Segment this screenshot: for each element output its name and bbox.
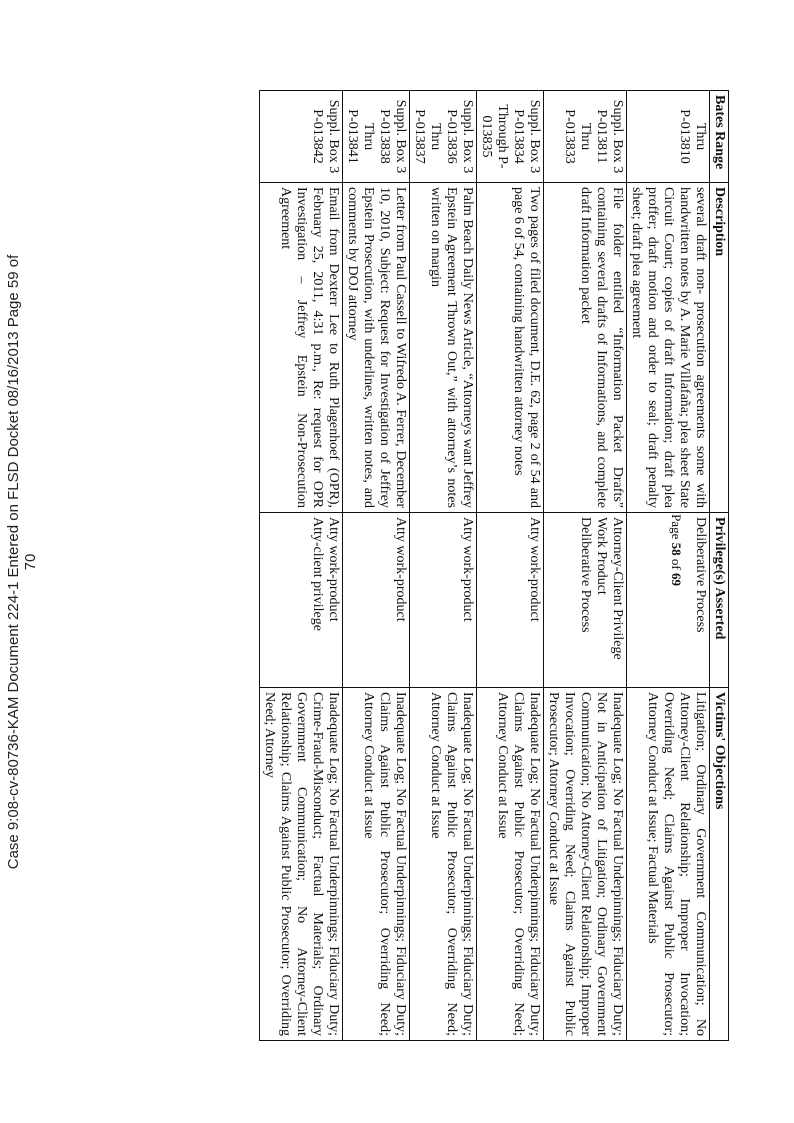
- objections-cell: Inadequate Log; No Factual Underpinnings; Fiduciary Duty; Claims Against Public Prosecutor; Overriding Need; Attorney Conduct at Issue: [343, 688, 410, 1041]
- objections-cell: Litigation; Ordinary Government Communication; No Attorney-Client Relationship; Improper Invocation; Overriding Need; Claims Against Public Prosecutor; Attorney Conduct at Issue; Factual Materials: [627, 688, 710, 1041]
- description-cell: Two pages of filed document, D.E. 62, page 2 of 54 and page 6 of 54, containing handwritten attorney notes: [477, 183, 544, 513]
- footer-page-total: 69: [669, 572, 684, 586]
- objections-cell: Inadequate Log; No Factual Underpinnings; Fiduciary Duty; Claims Against Public Prosecutor; Overriding Need; Attorney Conduct at Issue: [410, 688, 477, 1041]
- page-footer: [666, 400, 686, 700]
- objections-cell: Inadequate Log; No Factual Underpinnings; Fiduciary Duty; Crime-Fraud-Misconduct; Factual Materials; Ordinary Government Communication; No Attorney-Client Relationship; Claims Against Public Prosecutor; Overriding Need; Attorney: [260, 688, 343, 1041]
- docket-header-line2: 70: [22, 553, 39, 570]
- table-row: [477, 91, 544, 1041]
- privilege-cell: Atty work-product Atty-client privilege: [260, 513, 343, 688]
- bates-cell: Suppl. Box 3 P-013834 Through P-013835: [477, 91, 544, 183]
- privilege-cell: Atty work-product: [477, 513, 544, 688]
- privilege-log-stage: [59, 90, 729, 1040]
- col-header-objections: Victims' Objections: [710, 688, 729, 1041]
- bates-cell: Thru P-013810: [627, 91, 710, 183]
- description-cell: Palm Beach Daily News Article, “Attorneys want Jeffrey Epstein Agreement Thrown Out,” with attorney’s notes written on margin: [410, 183, 477, 513]
- table-row: [343, 91, 410, 1041]
- bates-cell: Suppl. Box 3 P-013842: [260, 91, 343, 183]
- bates-cell: Suppl. Box 3 P-013836 Thru P-013837: [410, 91, 477, 183]
- table-row: [544, 91, 627, 1041]
- docket-header: [4, 0, 40, 1123]
- privilege-cell: Atty work-product: [343, 513, 410, 688]
- privilege-log-rotated: [59, 90, 729, 1040]
- footer-middle: of: [669, 555, 684, 573]
- col-header-privilege: Privilege(s) Asserted: [710, 513, 729, 688]
- description-cell: Email from Dexterr Lee to Ruth Plagenhoef (OPR), February 25, 2011, 4:31 p.m., Re: request for OPR Investigation – Jeffrey Epstein Non-Prosecution Agreement: [260, 183, 343, 513]
- footer-page-number: 58: [669, 542, 684, 556]
- objections-cell: Inadequate Log; No Factual Underpinnings; Fiduciary Duty; Not in Anticipation of Litigation; Ordinary Government Communication; No Attorney-Client Relationship; Improper Invocation; Overriding Need; Claims Against Public Prosecutor; Attorney Conduct at Issue: [544, 688, 627, 1041]
- description-cell: Letter from Paul Cassell to Wifredo A. Ferrer, December 10, 2010, Subject: Request for Investigation of Jeffrey Epstein Prosecution, with underlines, written notes, and comments by DOJ attorney: [343, 183, 410, 513]
- bates-cell: Suppl. Box 3 P-013838 Thru P-013841: [343, 91, 410, 183]
- table-row: [260, 91, 343, 1041]
- docket-header-line1: Case 9:08-cv-80736-KAM Document 224-1 Entered on FLSD Docket 08/16/2013 Page 59 of: [5, 254, 22, 869]
- privilege-log-table: [259, 90, 729, 1041]
- objections-cell: Inadequate Log; No Factual Underpinnings; Fiduciary Duty; Claims Against Public Prosecutor; Overriding Need; Attorney Conduct at Issue: [477, 688, 544, 1041]
- privilege-cell: Deliberative Process: [627, 513, 710, 688]
- footer-prefix: Page: [669, 514, 684, 543]
- description-cell: several draft non- prosecution agreements some with handwritten notes by A. Marie Villafaña; plea sheet State Circuit Court; copies of draft Information; draft plea proffer; draft motion and order to seal; draft penalty sheet; draft plea agreement: [627, 183, 710, 513]
- table-body: [260, 91, 710, 1041]
- bates-cell: Suppl. Box 3 P-013811 Thru P-013833: [544, 91, 627, 183]
- col-header-bates: Bates Range: [710, 91, 729, 183]
- privilege-cell: Attorney-Client Privilege Work Product Deliberative Process: [544, 513, 627, 688]
- description-cell: File folder entitled “Information Packet Drafts” containing several drafts of Informations, and complete draft Information packet: [544, 183, 627, 513]
- col-header-description: Description: [710, 183, 729, 513]
- table-row: [410, 91, 477, 1041]
- privilege-cell: Atty work-product: [410, 513, 477, 688]
- table-header-row: [710, 91, 729, 1041]
